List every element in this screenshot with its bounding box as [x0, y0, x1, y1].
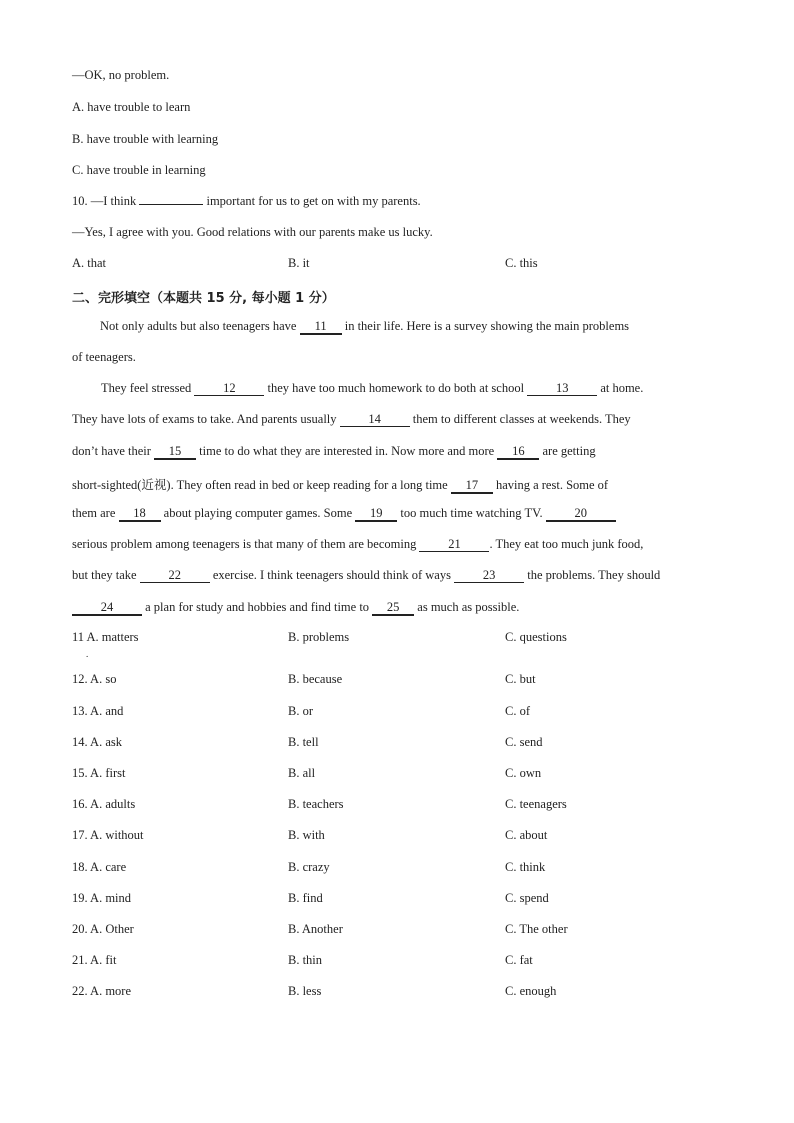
passage-line-1	[100, 319, 750, 335]
passage-text: . They eat too much junk food,	[489, 537, 644, 551]
passage-text: the problems. They should	[524, 568, 661, 582]
passage-line-2: of teenagers.	[72, 350, 136, 364]
q10-stem	[72, 194, 421, 209]
q10-option-b: B. it	[288, 256, 310, 270]
q11-option-c: C. questions	[505, 630, 567, 644]
passage-text: as much as possible.	[414, 600, 520, 614]
q20-option-a: 20. A. Other	[72, 922, 134, 936]
q21-option-a: 21. A. fit	[72, 953, 117, 967]
q10-stem-prefix: 10. —I think	[72, 194, 140, 208]
q16-option-a: 16. A. adults	[72, 797, 136, 811]
passage-line-3	[101, 381, 751, 396]
passage-text: in their life. Here is a survey showing the main problems	[341, 319, 630, 333]
q19-option-b: B. find	[288, 891, 323, 905]
q15-option-a: 15. A. first	[72, 766, 126, 780]
q11-option-b: B. problems	[288, 630, 350, 644]
blank-14: 14	[340, 413, 410, 427]
passage-text: having a rest. Some of	[492, 478, 609, 492]
q15-option-b: B. all	[288, 766, 316, 780]
q19-option-c: C. spend	[505, 891, 549, 905]
passage-text: but they take	[72, 568, 140, 582]
q14-option-c: C. send	[505, 735, 543, 749]
q9-option-b: B. have trouble with learning	[72, 132, 219, 146]
q22-option-c: C. enough	[505, 984, 557, 998]
blank-17: 17	[451, 479, 493, 494]
q11-option-a: 11 A. matters	[72, 630, 139, 644]
q15-option-c: C. own	[505, 766, 542, 780]
q14-option-a: 14. A. ask	[72, 735, 122, 749]
blank-18: 18	[119, 507, 161, 522]
blank-22: 22	[140, 569, 210, 583]
q17-option-a: 17. A. without	[72, 828, 144, 842]
q22-option-a: 22. A. more	[72, 984, 132, 998]
q17-option-c: C. about	[505, 828, 548, 842]
q13-option-c: C. of	[505, 704, 530, 718]
blank-16: 16	[497, 445, 539, 460]
blank-11: 11	[300, 320, 342, 335]
section-heading: 二、完形填空（本题共 15 分, 每小题 1 分）	[72, 291, 335, 306]
blank-13: 13	[527, 382, 597, 396]
blank-15: 15	[154, 445, 196, 460]
q10-option-c: C. this	[505, 256, 538, 270]
q12-option-c: C. but	[505, 672, 536, 686]
q9-reply: —OK, no problem.	[72, 68, 170, 82]
q18-option-b: B. crazy	[288, 860, 330, 874]
passage-text: about playing computer games. Some	[160, 506, 356, 520]
q18-option-c: C. think	[505, 860, 546, 874]
q12-option-a: 12. A. so	[72, 672, 117, 686]
passage-line-9	[72, 568, 722, 583]
q14-option-b: B. tell	[288, 735, 319, 749]
passage-text: are getting	[539, 444, 596, 458]
passage-text: short-sighted(近视). They often read in bed or keep reading for a long time	[72, 478, 451, 492]
blank-19: 19	[355, 507, 397, 522]
blank-23: 23	[454, 569, 524, 583]
blank-25: 25	[372, 601, 414, 616]
passage-line-6	[72, 475, 722, 494]
passage-text: Not only adults but also teenagers have	[100, 319, 300, 333]
q13-option-a: 13. A. and	[72, 704, 124, 718]
q20-option-c: C. The other	[505, 922, 568, 936]
q10-reply: —Yes, I agree with you. Good relations with our parents make us lucky.	[72, 225, 433, 239]
passage-text: at home.	[597, 381, 644, 395]
q9-option-c: C. have trouble in learning	[72, 163, 206, 177]
passage-text: too much time watching TV.	[397, 506, 546, 520]
q19-option-a: 19. A. mind	[72, 891, 132, 905]
q9-option-a: A. have trouble to learn	[72, 100, 191, 114]
passage-text: them are	[72, 506, 119, 520]
blank-12: 12	[194, 382, 264, 396]
passage-text: exercise. I think teenagers should think of ways	[209, 568, 455, 582]
q10-blank	[139, 204, 203, 205]
q12-option-b: B. because	[288, 672, 343, 686]
passage-text: don’t have their	[72, 444, 155, 458]
passage-line-8	[72, 537, 722, 552]
passage-text: a plan for study and hobbies and find time to	[142, 600, 373, 614]
q21-option-c: C. fat	[505, 953, 533, 967]
passage-line-10	[72, 600, 722, 616]
passage-text: they have too much homework to do both at school	[264, 381, 528, 395]
blank-21: 21	[419, 538, 489, 552]
q16-option-c: C. teenagers	[505, 797, 567, 811]
passage-text: They feel stressed	[101, 381, 195, 395]
q10-stem-suffix: important for us to get on with my parents.	[203, 194, 421, 208]
passage-line-5	[72, 444, 722, 460]
q16-option-b: B. teachers	[288, 797, 344, 811]
q11-dot-mark: .	[86, 649, 89, 659]
q17-option-b: B. with	[288, 828, 325, 842]
blank-20: 20	[546, 507, 616, 522]
q13-option-b: B. or	[288, 704, 313, 718]
q20-option-b: B. Another	[288, 922, 343, 936]
passage-line-4	[72, 412, 722, 427]
q22-option-b: B. less	[288, 984, 322, 998]
passage-text: them to different classes at weekends. They	[409, 412, 631, 426]
passage-text: They have lots of exams to take. And parents usually	[72, 412, 340, 426]
q18-option-a: 18. A. care	[72, 860, 127, 874]
passage-line-7	[72, 506, 722, 522]
q10-option-a: A. that	[72, 256, 107, 270]
passage-text: serious problem among teenagers is that many of them are becoming	[72, 537, 420, 551]
q21-option-b: B. thin	[288, 953, 323, 967]
blank-24: 24	[72, 601, 142, 616]
passage-text: time to do what they are interested in. Now more and more	[196, 444, 498, 458]
